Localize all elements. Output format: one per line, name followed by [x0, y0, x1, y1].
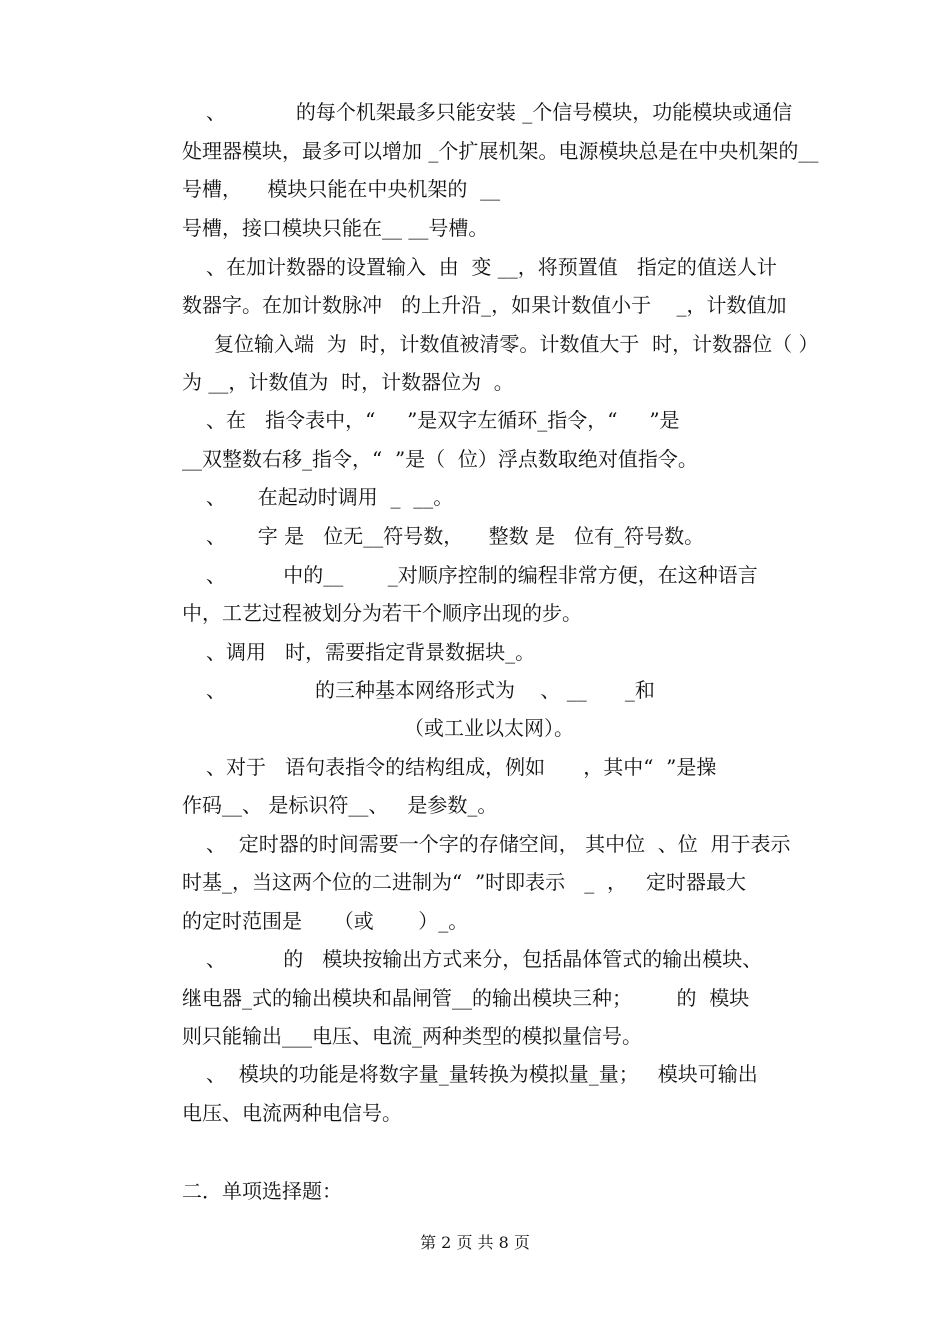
text-line: （或工业以太网）。: [404, 716, 574, 740]
text-line: 、 的三种基本网络形式为 、 __ _和: [206, 678, 655, 702]
text-line: __双整数右移_指令，“ ”是（ 位）浮点数取绝对值指令。: [182, 447, 698, 471]
text-line: 继电器_式的输出模块和晶闸管__的输出模块三种； 的 模块: [182, 986, 750, 1010]
text-line: 则只能输出___电压、电流_两种类型的模拟量信号。: [182, 1024, 642, 1048]
text-line: 号槽， 模块只能在中央机架的 __: [182, 177, 501, 201]
text-line: 、在加计数器的设置输入 由 变 __，将预置值 指定的值送人计: [206, 255, 777, 279]
text-line: 、 定时器的时间需要一个字的存储空间， 其中位 、位 用于表示: [206, 832, 791, 856]
text-line: 、对于 语句表指令的结构组成，例如 ，其中“ ”是操: [206, 755, 717, 779]
text-line: 、调用 时，需要指定背景数据块_。: [206, 640, 536, 664]
text-line: 作码__、 是标识符__、 是参数_。: [182, 793, 498, 817]
text-line: 、 中的__ _对顺序控制的编程非常方便，在这种语言: [206, 563, 758, 587]
section-heading: 二．单项选择题：: [182, 1179, 342, 1203]
text-line: 、 的每个机架最多只能安装 _个信号模块，功能模块或通信: [206, 100, 793, 124]
text-line: 、 字 是 位无__符号数， 整数 是 位有_符号数。: [206, 524, 705, 548]
page-footer: 第 2 页 共 8 页: [420, 1233, 530, 1252]
text-line: 中，工艺过程被划分为若干个顺序出现的步。: [182, 601, 582, 625]
text-line: 号槽，接口模块只能在__ __号槽。: [182, 216, 489, 240]
text-line: 、在 指令表中，“ ”是双字左循环_指令，“ ”是: [206, 408, 680, 432]
text-line: 的定时范围是 （或 ）_。: [182, 909, 469, 933]
text-line: 、 的 模块按输出方式来分，包括晶体管式的输出模块、: [206, 947, 763, 971]
text-line: 数器字。在加计数脉冲 的上升沿_，如果计数值小于 _，计数值加: [182, 293, 787, 317]
text-line: 、 模块的功能是将数字量_量转换为模拟量_量； 模块可输出: [206, 1062, 758, 1086]
text-line: 复位输入端 为 时，计数值被清零。计数值大于 时，计数器位（ ）: [214, 332, 819, 356]
text-line: 处理器模块，最多可以增加 _个扩展机架。电源模块总是在中央机架的__: [182, 139, 819, 163]
text-line: 电压、电流两种电信号。: [182, 1101, 402, 1125]
text-line: 时基_，当这两个位的二进制为“ ”时即表示 _ ， 定时器最大: [182, 870, 747, 894]
text-line: 、 在起动时调用 _ __。: [206, 485, 454, 509]
text-line: 为 __，计数值为 时，计数器位为 。: [182, 370, 514, 394]
